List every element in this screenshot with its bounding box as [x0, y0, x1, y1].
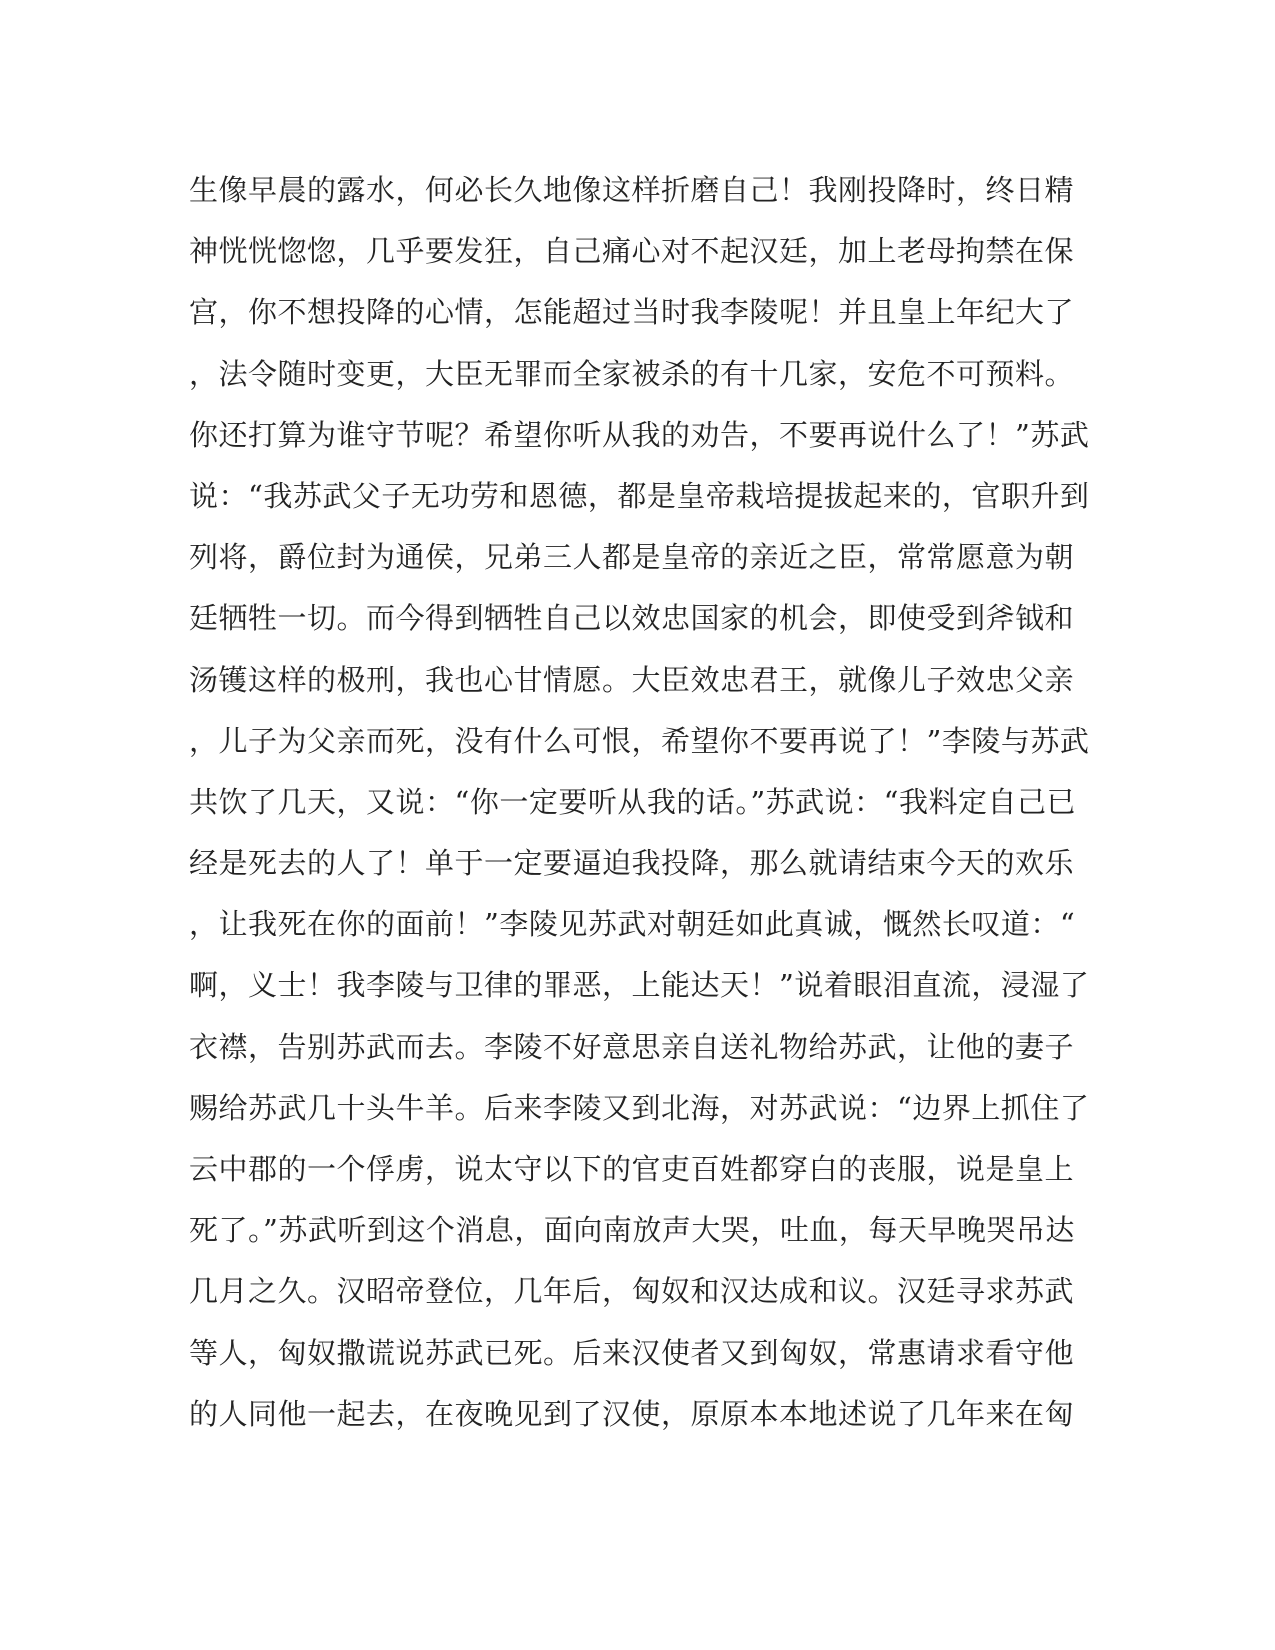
text-line: 生像早晨的露水，何必长久地像这样折磨自己！我刚投降时，终日精 — [189, 173, 1075, 207]
text-line: 云中郡的一个俘虏，说太守以下的官吏百姓都穿白的丧服，说是皇上 — [189, 1152, 1075, 1186]
text-line: 共饮了几天，又说：“你一定要听从我的话。”苏武说：“我料定自己已 — [189, 784, 1076, 819]
text-line: 啊，义士！我李陵与卫律的罪恶，上能达天！”说着眼泪直流，浸湿了 — [189, 968, 1090, 1003]
text-line: 你还打算为谁守节呢？希望你听从我的劝告，不要再说什么了！”苏武 — [189, 417, 1090, 452]
text-line: 衣襟，告别苏武而去。李陵不好意思亲自送礼物给苏武，让他的妻子 — [189, 1029, 1075, 1064]
text-line: 死了。”苏武听到这个消息，面向南放声大哭，吐血，每天早晚哭吊达 — [189, 1213, 1075, 1248]
text-line: ，法令随时变更，大臣无罪而全家被杀的有十几家，安危不可预料。 — [189, 356, 1075, 391]
text-line: 说：“我苏武父子无功劳和恩德，都是皇帝栽培提拔起来的，官职升到 — [189, 478, 1090, 513]
text-line: 汤镬这样的极刑，我也心甘情愿。大臣效忠君王，就像儿子效忠父亲 — [189, 662, 1075, 697]
text-line: 宫，你不想投降的心情，怎能超过当时我李陵呢！并且皇上年纪大了 — [189, 295, 1075, 330]
text-line: 的人同他一起去，在夜晚见到了汉使，原原本本地述说了几年来在匈 — [189, 1396, 1075, 1431]
text-line: 神恍恍惚惚，几乎要发狂，自己痛心对不起汉廷，加上老母拘禁在保 — [189, 234, 1075, 269]
text-line: ，儿子为父亲而死，没有什么可恨，希望你不要再说了！”李陵与苏武 — [189, 723, 1090, 758]
text-line: ，让我死在你的面前！”李陵见苏武对朝廷如此真诚，慨然长叹道：“ — [189, 907, 1076, 942]
body-text — [189, 160, 1089, 1445]
text-line: 赐给苏武几十头牛羊。后来李陵又到北海，对苏武说：“边界上抓住了 — [189, 1090, 1090, 1125]
text-line: 几月之久。汉昭帝登位，几年后，匈奴和汉达成和议。汉廷寻求苏武 — [189, 1274, 1075, 1309]
text-line: 经是死去的人了！单于一定要逼迫我投降，那么就请结束今天的欢乐 — [189, 846, 1075, 881]
text-line: 列将，爵位封为通侯，兄弟三人都是皇帝的亲近之臣，常常愿意为朝 — [189, 540, 1075, 575]
text-line: 等人，匈奴撒谎说苏武已死。后来汉使者又到匈奴，常惠请求看守他 — [189, 1335, 1075, 1370]
text-line: 廷牺牲一切。而今得到牺牲自己以效忠国家的机会，即使受到斧钺和 — [189, 601, 1075, 636]
